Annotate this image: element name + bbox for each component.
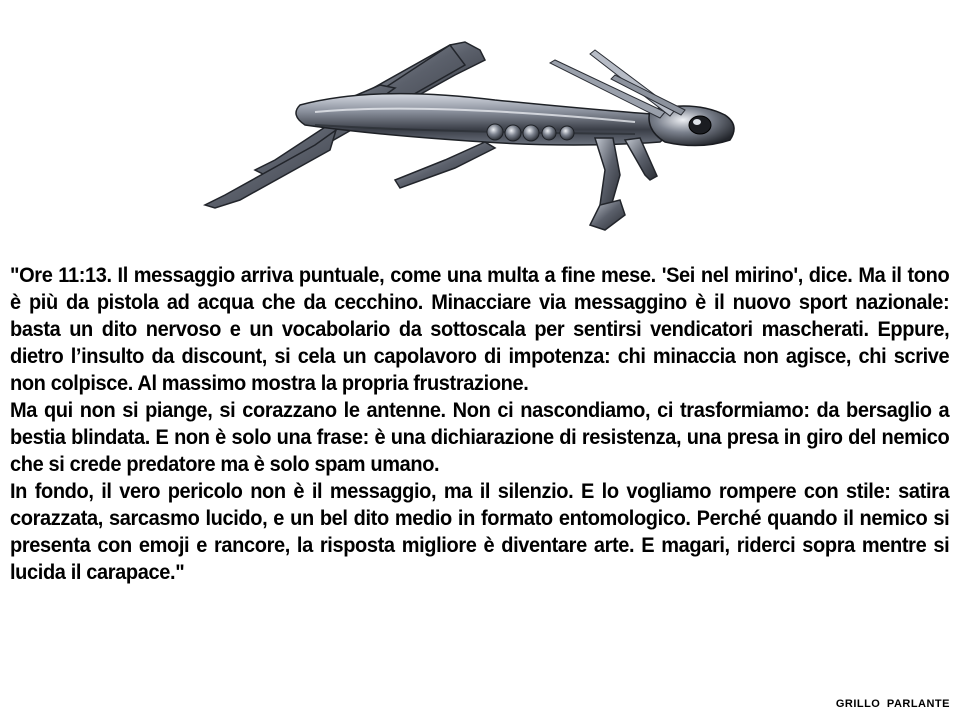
author-signature: GRILLO PARLANTE — [835, 698, 950, 710]
paragraph-3: In fondo, il vero pericolo non è il messaggio, ma il silenzio. E lo vogliamo rompere con stile: satira corazzata, sarcasmo lucido, e un bel dito medio in formato entomologico. Perché quando il nemico si presenta con emoji e rancore, la risposta migliore è diventare arte. E magari, riderci sopra mentre si lucida il carapace." — [10, 479, 950, 584]
paragraph-2: Ma qui non si piange, si corazzano le antenne. Non ci nascondiamo, ci trasformiamo: da bersaglio a bestia blindata. E non è solo una frase: è una dichiarazione di resistenza, una presa in giro del nemico che si crede predatore ma è solo spam umano. — [10, 398, 950, 476]
quote-text — [10, 262, 949, 586]
paragraph-1: "Ore 11:13. Il messaggio arriva puntuale, come una multa a fine mese. 'Sei nel mirino', dice. Ma il tono è più da pistola ad acqua che da cecchino. Minacciare via messaggino è il nuovo sport nazionale: basta un dito nervoso e un vocabolario da sottoscala per sentirsi vendicatori mascherati. Eppure, dietro l’insulto da discount, si cela un capolavoro di impotenza: chi minaccia non agisce, chi scrive non colpisce. Al massimo mostra la propria frustrazione. — [10, 263, 950, 395]
metal-grasshopper-icon — [195, 30, 775, 245]
